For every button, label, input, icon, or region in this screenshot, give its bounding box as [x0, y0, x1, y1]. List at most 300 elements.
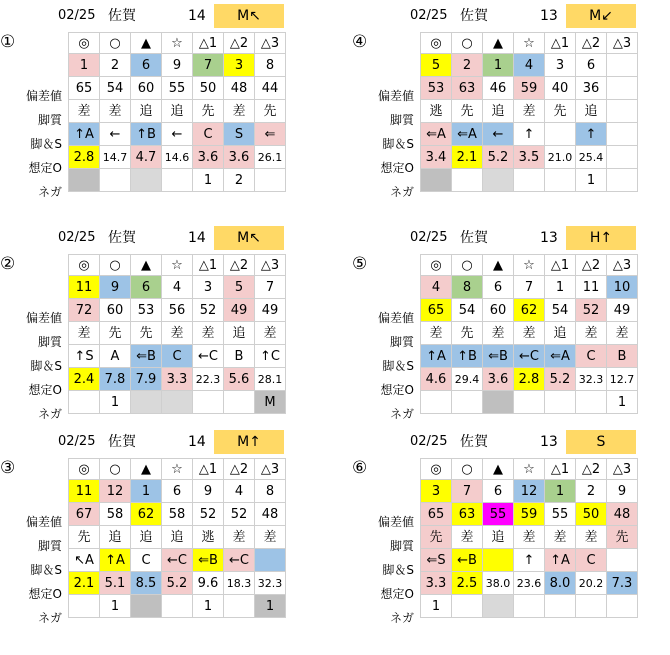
expected-odds-cell: 7.8 — [100, 368, 131, 391]
race-header — [38, 226, 328, 250]
race-tag: M↖ — [214, 226, 284, 250]
expected-odds-cell: 2.8 — [69, 146, 100, 169]
expected-odds-cell: 3.6 — [483, 368, 514, 391]
expected-odds-cell: 5.2 — [162, 572, 193, 595]
expected-odds-cell: 20.2 — [576, 572, 607, 595]
race-number: 14 — [188, 8, 206, 24]
mark-cell: ○ — [100, 255, 131, 276]
negative-cell — [162, 595, 193, 618]
style-speed-row — [421, 549, 638, 572]
negative-cell: 1 — [255, 595, 286, 618]
expected-odds-row — [69, 146, 286, 169]
race-date: 02/25 — [58, 434, 96, 449]
expected-odds-cell: 4.6 — [421, 368, 452, 391]
mark-cell: ◎ — [421, 33, 452, 54]
horse-number-cell: 12 — [514, 480, 545, 503]
deviation-cell: 53 — [421, 77, 452, 100]
row-label: 脚質 — [37, 335, 62, 349]
style-speed-cell — [607, 549, 638, 572]
row-labels — [0, 306, 66, 426]
mark-cell: ☆ — [162, 33, 193, 54]
row-label: 脚質 — [389, 539, 414, 553]
horse-number-cell: 10 — [607, 276, 638, 299]
expected-odds-cell: 12.7 — [607, 368, 638, 391]
row-label: 想定O — [380, 161, 414, 175]
row-labels — [352, 510, 418, 630]
running-style-cell: 追 — [131, 526, 162, 549]
style-speed-cell: ⇐A — [421, 123, 452, 146]
mark-cell: ◎ — [421, 459, 452, 480]
mark-cell: △1 — [545, 33, 576, 54]
style-speed-cell: ↑ — [514, 123, 545, 146]
race-venue: 佐賀 — [108, 434, 136, 450]
running-style-cell: 差 — [69, 100, 100, 123]
deviation-cell: 40 — [545, 77, 576, 100]
deviation-cell: 52 — [193, 503, 224, 526]
expected-odds-cell — [607, 146, 638, 169]
running-style-cell: 追 — [545, 322, 576, 345]
expected-odds-row — [421, 572, 638, 595]
deviation-cell: 58 — [100, 503, 131, 526]
row-label: 脚質 — [389, 113, 414, 127]
deviation-cell: 48 — [607, 503, 638, 526]
negative-cell: M — [255, 391, 286, 414]
deviation-row — [69, 77, 286, 100]
row-label: ネガ — [389, 185, 414, 199]
running-style-cell: 先 — [545, 100, 576, 123]
expected-odds-cell: 5.1 — [100, 572, 131, 595]
mark-cell: ▲ — [131, 33, 162, 54]
mark-cell: △2 — [576, 459, 607, 480]
mark-cell: △1 — [545, 459, 576, 480]
running-style-cell: 差 — [514, 322, 545, 345]
deviation-cell: 63 — [452, 77, 483, 100]
race-header — [390, 430, 670, 454]
negative-cell — [452, 391, 483, 414]
row-label: ネガ — [37, 611, 62, 625]
horse-number-cell: 6 — [131, 54, 162, 77]
expected-odds-cell: 2.1 — [452, 146, 483, 169]
running-style-cell: 先 — [193, 100, 224, 123]
negative-cell — [514, 391, 545, 414]
deviation-cell: 54 — [545, 299, 576, 322]
horse-number-cell: 6 — [483, 480, 514, 503]
race-venue: 佐賀 — [460, 434, 488, 450]
running-style-cell: 差 — [69, 322, 100, 345]
row-label: 脚＆S — [382, 563, 414, 577]
deviation-cell: 46 — [483, 77, 514, 100]
mark-cell: ○ — [452, 255, 483, 276]
expected-odds-cell: 5.2 — [483, 146, 514, 169]
negative-row — [69, 391, 286, 414]
prediction-table — [68, 32, 286, 192]
horse-number-row — [421, 276, 638, 299]
race-venue: 佐賀 — [460, 8, 488, 24]
negative-cell: 1 — [421, 595, 452, 618]
race-tag: S — [566, 430, 636, 454]
style-speed-cell: B — [224, 345, 255, 368]
deviation-cell: 50 — [193, 77, 224, 100]
negative-cell — [452, 169, 483, 192]
running-style-cell: 先 — [607, 526, 638, 549]
negative-cell: 2 — [224, 169, 255, 192]
deviation-row — [69, 299, 286, 322]
mark-row — [69, 255, 286, 276]
style-speed-cell: ← — [483, 123, 514, 146]
negative-cell: 1 — [607, 391, 638, 414]
style-speed-row — [69, 123, 286, 146]
running-style-row — [421, 322, 638, 345]
horse-number-cell: 3 — [224, 54, 255, 77]
race-venue: 佐賀 — [108, 8, 136, 24]
race-date: 02/25 — [58, 8, 96, 23]
expected-odds-cell: 2.4 — [69, 368, 100, 391]
row-label: 脚質 — [389, 335, 414, 349]
mark-cell: △2 — [224, 255, 255, 276]
horse-number-cell: 12 — [100, 480, 131, 503]
row-label: ネガ — [389, 407, 414, 421]
negative-cell — [514, 169, 545, 192]
row-labels — [352, 84, 418, 204]
horse-number-cell: 6 — [576, 54, 607, 77]
expected-odds-cell: 7.3 — [607, 572, 638, 595]
horse-number-row — [421, 480, 638, 503]
expected-odds-cell: 18.3 — [224, 572, 255, 595]
expected-odds-cell: 3.6 — [193, 146, 224, 169]
horse-number-cell: 6 — [483, 276, 514, 299]
expected-odds-cell: 3.6 — [224, 146, 255, 169]
row-label: 想定O — [28, 161, 62, 175]
running-style-cell: 追 — [162, 100, 193, 123]
style-speed-cell: ↑ — [514, 549, 545, 572]
running-style-cell: 差 — [452, 526, 483, 549]
expected-odds-cell: 38.0 — [483, 572, 514, 595]
row-label: 脚＆S — [30, 359, 62, 373]
race-header — [38, 430, 328, 454]
mark-row — [69, 459, 286, 480]
expected-odds-cell: 5.6 — [224, 368, 255, 391]
mark-cell: ▲ — [483, 255, 514, 276]
style-speed-cell: ↑A — [100, 549, 131, 572]
expected-odds-cell: 3.3 — [421, 572, 452, 595]
style-speed-cell: ←C — [162, 549, 193, 572]
style-speed-cell: ↑C — [255, 345, 286, 368]
race-panel — [0, 4, 328, 204]
horse-number-cell: 11 — [69, 480, 100, 503]
mark-cell: ◎ — [421, 255, 452, 276]
style-speed-cell: C — [576, 345, 607, 368]
style-speed-cell: ↑A — [545, 549, 576, 572]
negative-cell — [131, 169, 162, 192]
running-style-cell: 差 — [576, 322, 607, 345]
horse-number-cell: 8 — [255, 480, 286, 503]
running-style-cell — [607, 100, 638, 123]
race-venue: 佐賀 — [460, 230, 488, 246]
running-style-cell: 差 — [224, 100, 255, 123]
race-venue: 佐賀 — [108, 230, 136, 246]
mark-row — [421, 255, 638, 276]
mark-cell: ▲ — [131, 255, 162, 276]
race-header — [390, 4, 670, 28]
prediction-table — [68, 458, 286, 618]
deviation-cell — [607, 77, 638, 100]
race-header — [38, 4, 328, 28]
negative-row — [421, 391, 638, 414]
negative-cell — [483, 169, 514, 192]
deviation-cell: 62 — [131, 503, 162, 526]
negative-cell — [514, 595, 545, 618]
row-label: 偏差値 — [377, 515, 414, 529]
deviation-cell: 60 — [131, 77, 162, 100]
style-speed-cell: ← — [162, 123, 193, 146]
race-date: 02/25 — [58, 230, 96, 245]
running-style-cell: 差 — [162, 322, 193, 345]
negative-cell — [131, 595, 162, 618]
horse-number-cell: 3 — [545, 54, 576, 77]
negative-cell — [131, 391, 162, 414]
mark-row — [421, 459, 638, 480]
style-speed-cell — [483, 549, 514, 572]
horse-number-cell: 8 — [452, 276, 483, 299]
mark-cell: ☆ — [514, 459, 545, 480]
expected-odds-cell: 3.5 — [514, 146, 545, 169]
row-label: 脚＆S — [30, 137, 62, 151]
panel-index: ⑥ — [352, 458, 368, 478]
style-speed-cell: ←C — [193, 345, 224, 368]
mark-cell: △3 — [607, 33, 638, 54]
race-header — [390, 226, 670, 250]
style-speed-cell: ↑B — [452, 345, 483, 368]
deviation-cell: 56 — [162, 299, 193, 322]
running-style-cell: 差 — [255, 322, 286, 345]
negative-cell — [545, 595, 576, 618]
prediction-table — [420, 458, 638, 618]
negative-cell: 1 — [576, 169, 607, 192]
negative-cell — [224, 391, 255, 414]
race-panel — [352, 226, 670, 426]
horse-number-cell: 2 — [576, 480, 607, 503]
panel-index: ④ — [352, 32, 368, 52]
negative-cell — [483, 595, 514, 618]
mark-cell: ▲ — [131, 459, 162, 480]
mark-cell: △2 — [576, 255, 607, 276]
style-speed-cell: ← — [100, 123, 131, 146]
horse-number-row — [69, 480, 286, 503]
negative-cell — [162, 391, 193, 414]
style-speed-cell: ⇐B — [193, 549, 224, 572]
expected-odds-cell: 7.9 — [131, 368, 162, 391]
mark-cell: ☆ — [514, 255, 545, 276]
deviation-cell: 52 — [193, 299, 224, 322]
horse-number-cell: 1 — [545, 480, 576, 503]
expected-odds-cell: 2.1 — [69, 572, 100, 595]
style-speed-row — [69, 345, 286, 368]
row-label: 偏差値 — [25, 311, 62, 325]
mark-cell: ☆ — [514, 33, 545, 54]
horse-number-cell: 1 — [131, 480, 162, 503]
running-style-cell: 差 — [607, 322, 638, 345]
expected-odds-cell: 32.3 — [255, 572, 286, 595]
horse-number-row — [69, 54, 286, 77]
horse-number-cell: 6 — [131, 276, 162, 299]
horse-number-cell: 9 — [162, 54, 193, 77]
race-number: 13 — [540, 8, 558, 24]
style-speed-row — [421, 345, 638, 368]
running-style-row — [421, 100, 638, 123]
mark-cell: ○ — [100, 459, 131, 480]
running-style-cell: 先 — [131, 322, 162, 345]
row-label: 脚質 — [37, 113, 62, 127]
running-style-cell: 追 — [162, 526, 193, 549]
running-style-cell: 差 — [514, 100, 545, 123]
running-style-cell: 差 — [224, 526, 255, 549]
mark-cell: △3 — [255, 459, 286, 480]
negative-cell — [162, 169, 193, 192]
expected-odds-row — [421, 146, 638, 169]
deviation-cell: 55 — [545, 503, 576, 526]
prediction-table — [420, 254, 638, 414]
horse-number-cell: 5 — [421, 54, 452, 77]
style-speed-cell — [545, 123, 576, 146]
horse-number-cell: 1 — [545, 276, 576, 299]
expected-odds-cell: 4.7 — [131, 146, 162, 169]
row-label: 脚質 — [37, 539, 62, 553]
horse-number-cell: 2 — [452, 54, 483, 77]
style-speed-cell: ↑B — [131, 123, 162, 146]
style-speed-cell: C — [131, 549, 162, 572]
expected-odds-cell: 28.1 — [255, 368, 286, 391]
running-style-cell: 差 — [576, 526, 607, 549]
row-label: 想定O — [28, 383, 62, 397]
running-style-cell: 逃 — [193, 526, 224, 549]
row-label: 偏差値 — [25, 515, 62, 529]
expected-odds-cell: 26.1 — [255, 146, 286, 169]
expected-odds-cell: 2.8 — [514, 368, 545, 391]
negative-cell — [452, 595, 483, 618]
expected-odds-cell: 21.0 — [545, 146, 576, 169]
mark-cell: ○ — [100, 33, 131, 54]
style-speed-cell: ↑S — [69, 345, 100, 368]
running-style-cell: 先 — [69, 526, 100, 549]
deviation-cell: 65 — [69, 77, 100, 100]
panel-index: ③ — [0, 458, 16, 478]
negative-cell — [224, 595, 255, 618]
race-panel — [0, 430, 328, 630]
deviation-cell: 67 — [69, 503, 100, 526]
negative-cell — [576, 391, 607, 414]
mark-cell: △3 — [607, 459, 638, 480]
negative-cell — [576, 595, 607, 618]
expected-odds-cell: 9.6 — [193, 572, 224, 595]
running-style-row — [421, 526, 638, 549]
expected-odds-row — [421, 368, 638, 391]
negative-cell: 1 — [193, 595, 224, 618]
deviation-cell: 52 — [576, 299, 607, 322]
panel-index: ⑤ — [352, 254, 368, 274]
mark-cell: ◎ — [69, 459, 100, 480]
mark-cell: ○ — [452, 33, 483, 54]
race-number: 13 — [540, 434, 558, 450]
negative-row — [69, 169, 286, 192]
expected-odds-cell: 23.6 — [514, 572, 545, 595]
running-style-cell: 差 — [514, 526, 545, 549]
running-style-cell: 差 — [100, 100, 131, 123]
style-speed-cell: ⇐B — [483, 345, 514, 368]
negative-row — [69, 595, 286, 618]
prediction-table — [420, 32, 638, 192]
deviation-cell: 52 — [224, 503, 255, 526]
style-speed-cell: ↑A — [421, 345, 452, 368]
row-label: ネガ — [37, 185, 62, 199]
deviation-cell: 53 — [131, 299, 162, 322]
row-labels — [0, 510, 66, 630]
mark-cell: ◎ — [69, 255, 100, 276]
expected-odds-row — [69, 572, 286, 595]
deviation-cell: 55 — [483, 503, 514, 526]
deviation-cell: 58 — [162, 503, 193, 526]
running-style-cell: 差 — [545, 526, 576, 549]
row-label: 偏差値 — [377, 311, 414, 325]
negative-cell — [607, 169, 638, 192]
deviation-cell: 44 — [255, 77, 286, 100]
running-style-cell: 差 — [255, 526, 286, 549]
expected-odds-row — [69, 368, 286, 391]
race-panel — [0, 226, 328, 426]
style-speed-cell: ⇐A — [452, 123, 483, 146]
negative-cell — [193, 391, 224, 414]
horse-number-cell: 4 — [224, 480, 255, 503]
deviation-cell: 65 — [421, 299, 452, 322]
row-label: 想定O — [380, 587, 414, 601]
running-style-cell: 追 — [100, 526, 131, 549]
negative-row — [421, 169, 638, 192]
negative-cell — [100, 169, 131, 192]
negative-cell — [69, 595, 100, 618]
horse-number-cell: 11 — [69, 276, 100, 299]
running-style-cell: 追 — [483, 526, 514, 549]
deviation-cell: 49 — [224, 299, 255, 322]
deviation-cell: 60 — [100, 299, 131, 322]
running-style-cell: 先 — [452, 322, 483, 345]
row-label: ネガ — [389, 611, 414, 625]
horse-number-cell: 5 — [224, 276, 255, 299]
horse-number-row — [69, 276, 286, 299]
expected-odds-cell: 14.6 — [162, 146, 193, 169]
running-style-cell: 先 — [452, 100, 483, 123]
deviation-cell: 62 — [514, 299, 545, 322]
horse-number-cell: 6 — [162, 480, 193, 503]
horse-number-cell — [607, 54, 638, 77]
horse-number-cell: 8 — [255, 54, 286, 77]
deviation-row — [421, 77, 638, 100]
negative-cell — [69, 169, 100, 192]
running-style-cell: 差 — [483, 322, 514, 345]
running-style-row — [69, 100, 286, 123]
negative-row — [421, 595, 638, 618]
deviation-cell: 60 — [483, 299, 514, 322]
deviation-row — [69, 503, 286, 526]
running-style-cell: 差 — [193, 322, 224, 345]
deviation-cell: 72 — [69, 299, 100, 322]
negative-cell: 1 — [100, 595, 131, 618]
horse-number-cell: 2 — [100, 54, 131, 77]
mark-cell: ◎ — [69, 33, 100, 54]
deviation-row — [421, 503, 638, 526]
mark-cell: △1 — [193, 255, 224, 276]
deviation-cell: 36 — [576, 77, 607, 100]
horse-number-cell: 7 — [255, 276, 286, 299]
deviation-cell: 55 — [162, 77, 193, 100]
